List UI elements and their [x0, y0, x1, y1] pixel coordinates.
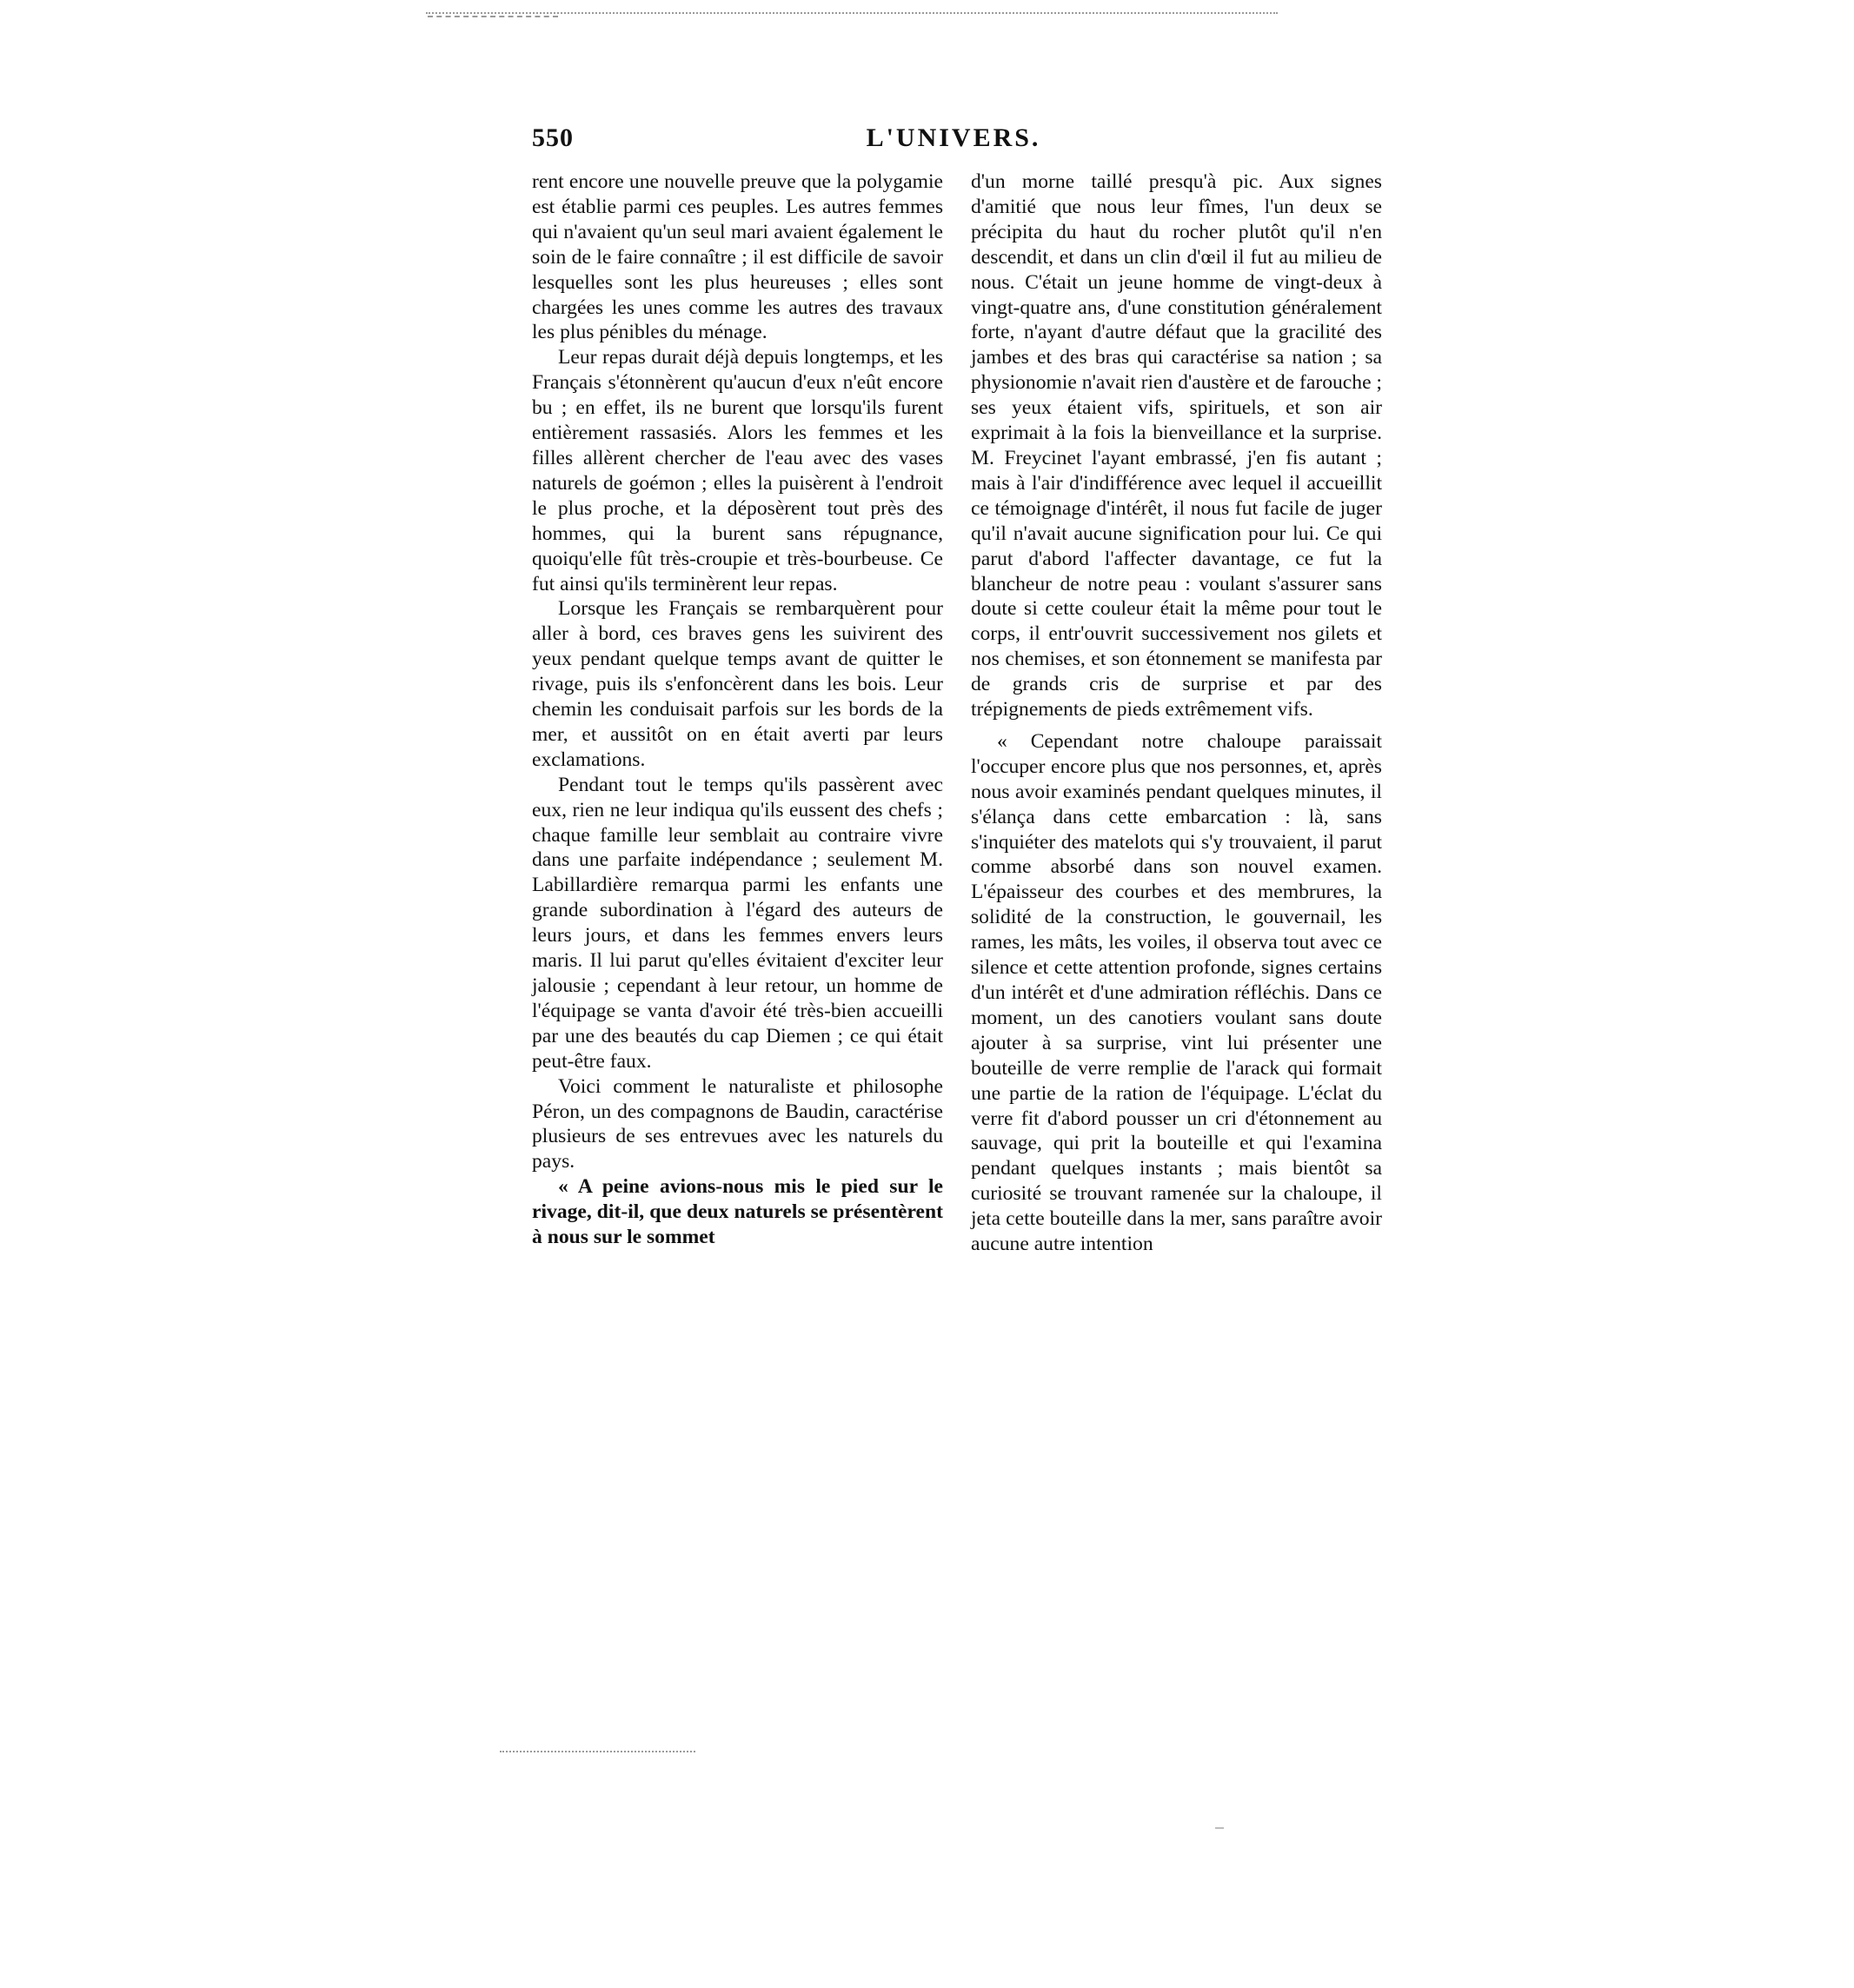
left-paragraph-1: rent encore une nouvelle preuve que la polygamie est établie parmi ces peuples. Les autres femmes qui n'avaient qu'un seul mari avaient également le soin de le faire connaître ; il est difficile de savoir lesquelles sont les plus heureuses ; elles sont chargées les unes comme les autres des travaux les plus pénibles du ménage. [532, 170, 943, 344]
page-number: 550 [532, 123, 574, 152]
left-paragraph-3: Lorsque les Français se rembarquèrent pour aller à bord, ces braves gens les suivirent des yeux pendant quelque temps avant de quitter le rivage, puis ils s'enfoncèrent dans les bois. Leur chemin les conduisait parfois sur les bords de la mer, et aussitôt on en était averti par leurs exclamations. [532, 597, 943, 771]
right-paragraph-1: d'un morne taillé presqu'à pic. Aux signes d'amitié que nous leur fîmes, l'un deux se précipita du haut du rocher plutôt qu'il n'en descendit, et dans un clin d'œil il fut au milieu de nous. C'était un jeune homme de vingt-deux à vingt-quatre ans, d'une constitution généralement forte, n'ayant d'autre défaut que la gracilité des jambes et des bras qui caractérise sa nation ; sa physionomie n'avait rien d'austère et de farouche ; ses yeux étaient vifs, spirituels, et son air exprimait à la fois la bienveillance et la surprise. M. Freycinet l'ayant embrassé, j'en fis autant ; mais à l'air d'indifférence avec lequel il accueillit ce témoignage d'intérêt, il nous fut facile de juger qu'il n'avait aucune signification pour lui. Ce qui parut d'abord l'affecter davantage, ce fut la blancheur de notre peau : voulant s'assurer sans doute si cette couleur était la même pour tout le corps, il entr'ouvrit successivement nos gilets et nos chemises, et son étonnement se manifesta par de grands cris de surprise et par des trépignements de pieds extrêmement vifs. [971, 170, 1382, 721]
left-paragraph-4: Pendant tout le temps qu'ils passèrent avec eux, rien ne leur indiqua qu'ils eussent des chefs ; chaque famille leur semblait au contraire vivre dans une parfaite indépendance ; seulement M. Labillardière remarqua parmi les enfants une grande subordination à l'égard des auteurs de leurs jours, et dans les femmes envers leurs maris. Il lui parut qu'elles évitaient d'exciter leur jalousie ; cependant à leur retour, un homme de l'équipage se vanta d'avoir été très-bien accueilli par une des beautés du cap Diemen ; ce qui était peut-être faux. [532, 773, 943, 1073]
right-paragraph-2: « Cependant notre chaloupe paraissait l'occuper encore plus que nos personnes, et, après nous avoir examinés pendant quelques minutes, il s'élança dans cette embarcation : là, sans s'inquiéter des matelots qui s'y trouvaient, il parut comme absorbé dans son nouvel examen. L'épaisseur des courbes et des membrures, la solidité de la construction, le gouvernail, les rames, les mâts, les voiles, il observa tout avec ce silence et cette attention profonde, signes certains d'un intérêt et d'une admiration réfléchis. Dans ce moment, un des canotiers voulant sans doute ajouter à sa surprise, vint lui présenter une bouteille de verre remplie de l'arack qui formait une partie de la ration de l'équipage. L'éclat du verre fit d'abord pousser un cri d'étonnement au sauvage, qui prit la bouteille et qui l'examina pendant quelques instants ; mais bientôt sa curiosité se trouvant ramenée sur la chaloupe, il jeta cette bouteille dans la mer, sans paraître avoir aucune autre intention [971, 729, 1382, 1256]
scan-artifact-bottom [500, 1751, 695, 1758]
left-paragraph-2: Leur repas durait déjà depuis longtemps, et les Français s'étonnèrent qu'aucun d'eux n'eût encore bu ; en effet, ils ne burent que lorsqu'ils furent entièrement rassasiés. Alors les femmes et les filles allèrent chercher de l'eau avec des vases naturels de goémon ; elles la puisèrent à l'endroit le plus proche, et la déposèrent tout près des hommes, qui la burent sans répugnance, quoiqu'elle fût très-croupie et très-bourbeuse. Ce fut ainsi qu'ils terminèrent leur repas. [532, 346, 943, 595]
scan-artifact-mark [1215, 1827, 1224, 1829]
left-paragraph-5: Voici comment le naturaliste et philosophe Péron, un des compagnons de Baudin, caractérise plusieurs de ses entrevues avec les naturels du pays. [532, 1074, 943, 1174]
right-column [971, 170, 1382, 1534]
left-column [532, 170, 943, 1534]
left-paragraph-6: « A peine avions-nous mis le pied sur le rivage, dit-il, que deux naturels se présentèrent à nous sur le sommet [532, 1175, 943, 1249]
running-title: L'UNIVERS. [866, 123, 1041, 152]
page-header [532, 123, 1375, 158]
scan-artifact-top [426, 12, 1278, 19]
